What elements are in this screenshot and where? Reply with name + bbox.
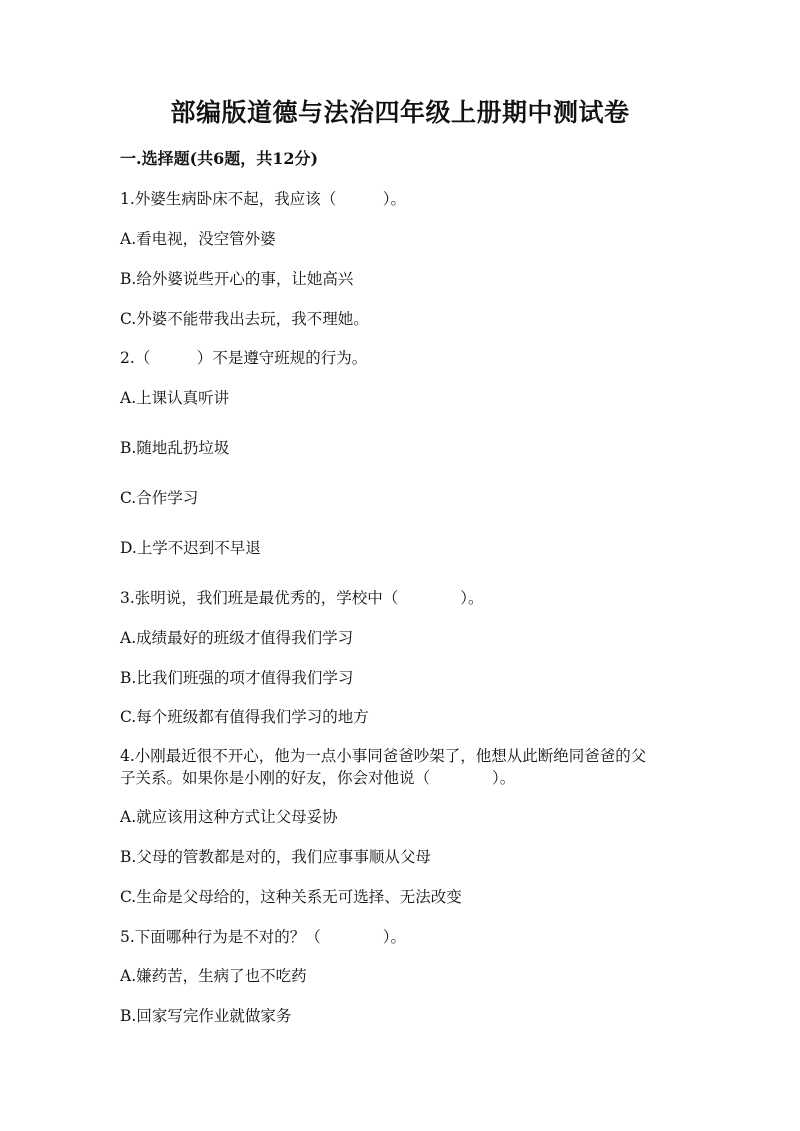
- question-4-option-b: B.父母的管教都是对的，我们应事事顺从父母: [120, 848, 431, 866]
- question-1-option-c: C.外婆不能带我出去玩，我不理她。: [120, 310, 369, 328]
- question-2-option-a: A.上课认真听讲: [120, 389, 230, 407]
- question-3-option-b: B.比我们班强的项才值得我们学习: [120, 669, 354, 687]
- question-2-option-b: B.随地乱扔垃圾: [120, 439, 230, 457]
- question-2-option-d: D.上学不迟到不早退: [120, 539, 261, 557]
- section-heading: 一.选择题(共6题，共12分): [120, 149, 319, 168]
- question-1-option-b: B.给外婆说些开心的事，让她高兴: [120, 270, 354, 288]
- question-2-stem: 2.（ ）不是遵守班规的行为。: [120, 349, 368, 367]
- question-5-option-b: B.回家写完作业就做家务: [120, 1007, 292, 1025]
- question-3-option-c: C.每个班级都有值得我们学习的地方: [120, 708, 369, 726]
- question-4-stem-line-1: 4.小刚最近很不开心，他为一点小事同爸爸吵架了，他想从此断绝同爸爸的父: [120, 747, 647, 765]
- question-2-option-c: C.合作学习: [120, 489, 199, 507]
- question-3-stem: 3.张明说，我们班是最优秀的，学校中（ ）。: [120, 589, 484, 607]
- page-title: 部编版道德与法治四年级上册期中测试卷: [170, 98, 630, 127]
- question-5-stem: 5.下面哪种行为是不对的？（ ）。: [120, 928, 407, 946]
- question-4-stem-line-2: 子关系。如果你是小刚的好友，你会对他说（ ）。: [120, 769, 516, 787]
- question-1-stem: 1.外婆生病卧床不起，我应该（ ）。: [120, 190, 407, 208]
- question-4-option-a: A.就应该用这种方式让父母妥协: [120, 808, 338, 826]
- question-3-option-a: A.成绩最好的班级才值得我们学习: [120, 629, 354, 647]
- question-4-option-c: C.生命是父母给的，这种关系无可选择、无法改变: [120, 888, 462, 906]
- question-5-option-a: A.嫌药苦，生病了也不吃药: [120, 967, 307, 985]
- question-1-option-a: A.看电视，没空管外婆: [120, 230, 276, 248]
